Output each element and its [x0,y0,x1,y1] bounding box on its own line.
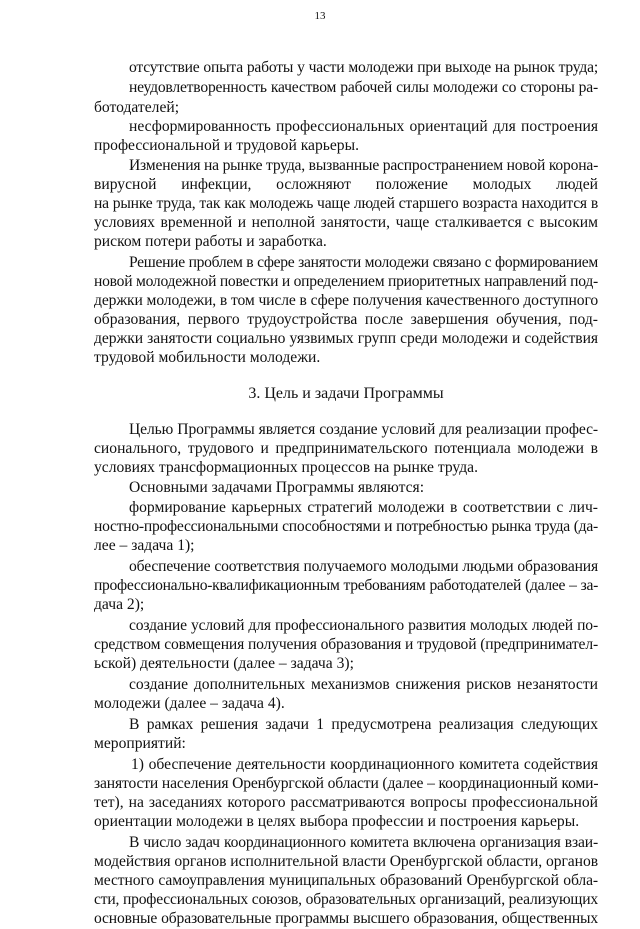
page-number: 13 [314,10,326,22]
text-line: отсутствие опыта работы у части молодежи при выходе на рынок труда; [129,59,598,76]
text-line: средством совмещения получения образования и трудовой (предпринимател- [94,636,598,653]
text-line: основные образовательные программы высшего образования, общественных [94,910,598,927]
text-line: держки занятости социально уязвимых групп среди молодежи и содействия [94,330,598,347]
text-line: несформированность профессиональных ориентаций для построения [129,118,598,135]
text-line: условиях временной и неполной занятости, чаще сталкивается с высоким [94,214,598,231]
text-line: Изменения на рынке труда, вызванные распространением новой корона- [129,157,599,174]
text-line: занятости населения Оренбургской области (далее – координационный коми- [94,775,599,792]
text-line: создание условий для профессионального развития молодых людей по- [129,617,598,634]
text-line: В число задач координационного комитета включена организация взаи- [129,834,598,851]
text-line: сионального, трудового и предпринимательского потенциала молодежи в [94,440,598,457]
text-line: обеспечение соответствия получаемого молодыми людьми образования [129,558,598,575]
text-line: держки молодежи, в том числе в сфере получения качественного доступного [94,292,599,309]
text-line: создание дополнительных механизмов снижения рисков незанятости [129,676,598,693]
text-line: условиях трансформационных процессов на рынке труда. [94,459,478,476]
text-line: ьской) деятельности (далее – задача 3); [94,655,354,672]
text-line: 1) обеспечение деятельности координационного комитета содействия [131,756,598,773]
text-line: лее – задача 1); [94,537,195,554]
text-line: риском потери работы и заработка. [94,233,327,250]
text-line: новой молодежной повестки и определением приоритетных направлений под- [94,273,598,290]
text-line: тет), на заседаниях которого рассматриваются вопросы профессиональной [94,794,598,811]
text-line: ностно-профессиональными способностями и потребностью рынка труда (да- [94,518,598,535]
text-line: Основными задачами Программы являются: [129,479,425,496]
text-line: ботодателей; [94,99,180,116]
text-line: мероприятий: [94,735,186,752]
text-line: дача 2); [94,596,145,613]
text-line: Целью Программы является создание условий для реализации профес- [129,421,598,438]
text-line: образования, первого трудоустройства после завершения обучения, под- [94,311,598,328]
text-line: Решение проблем в сфере занятости молодежи связано с формированием [129,254,598,271]
text-line: молодежи (далее – задача 4). [94,695,285,712]
section-heading: 3. Цель и задачи Программы [248,385,444,402]
text-line: профессионально-квалификационным требованиям работодателей (далее – за- [94,577,598,594]
text-line: формирование карьерных стратегий молодежи в соответствии с лич- [129,499,598,516]
text-line: профессиональной и трудовой карьеры. [94,137,359,154]
text-line: модействия органов исполнительной власти Оренбургской области, органов [94,853,599,870]
text-line: неудовлетворенность качеством рабочей силы молодежи со стороны ра- [129,79,598,96]
text-line: вирусной инфекции, осложняют положение молодых людей [94,176,598,193]
text-line: В рамках решения задачи 1 предусмотрена реализация следующих [129,716,598,733]
text-line: трудовой мобильности молодежи. [94,349,321,366]
text-line: ориентации молодежи в целях выбора профессии и построения карьеры. [94,813,580,830]
text-line: на рынке труда, так как молодежь чаще людей старшего возраста находится в [94,195,598,212]
text-line: местного самоуправления муниципальных образований Оренбургской обла- [94,872,598,889]
text-line: сти, профессиональных союзов, образовательных организаций, реализующих [94,891,598,908]
